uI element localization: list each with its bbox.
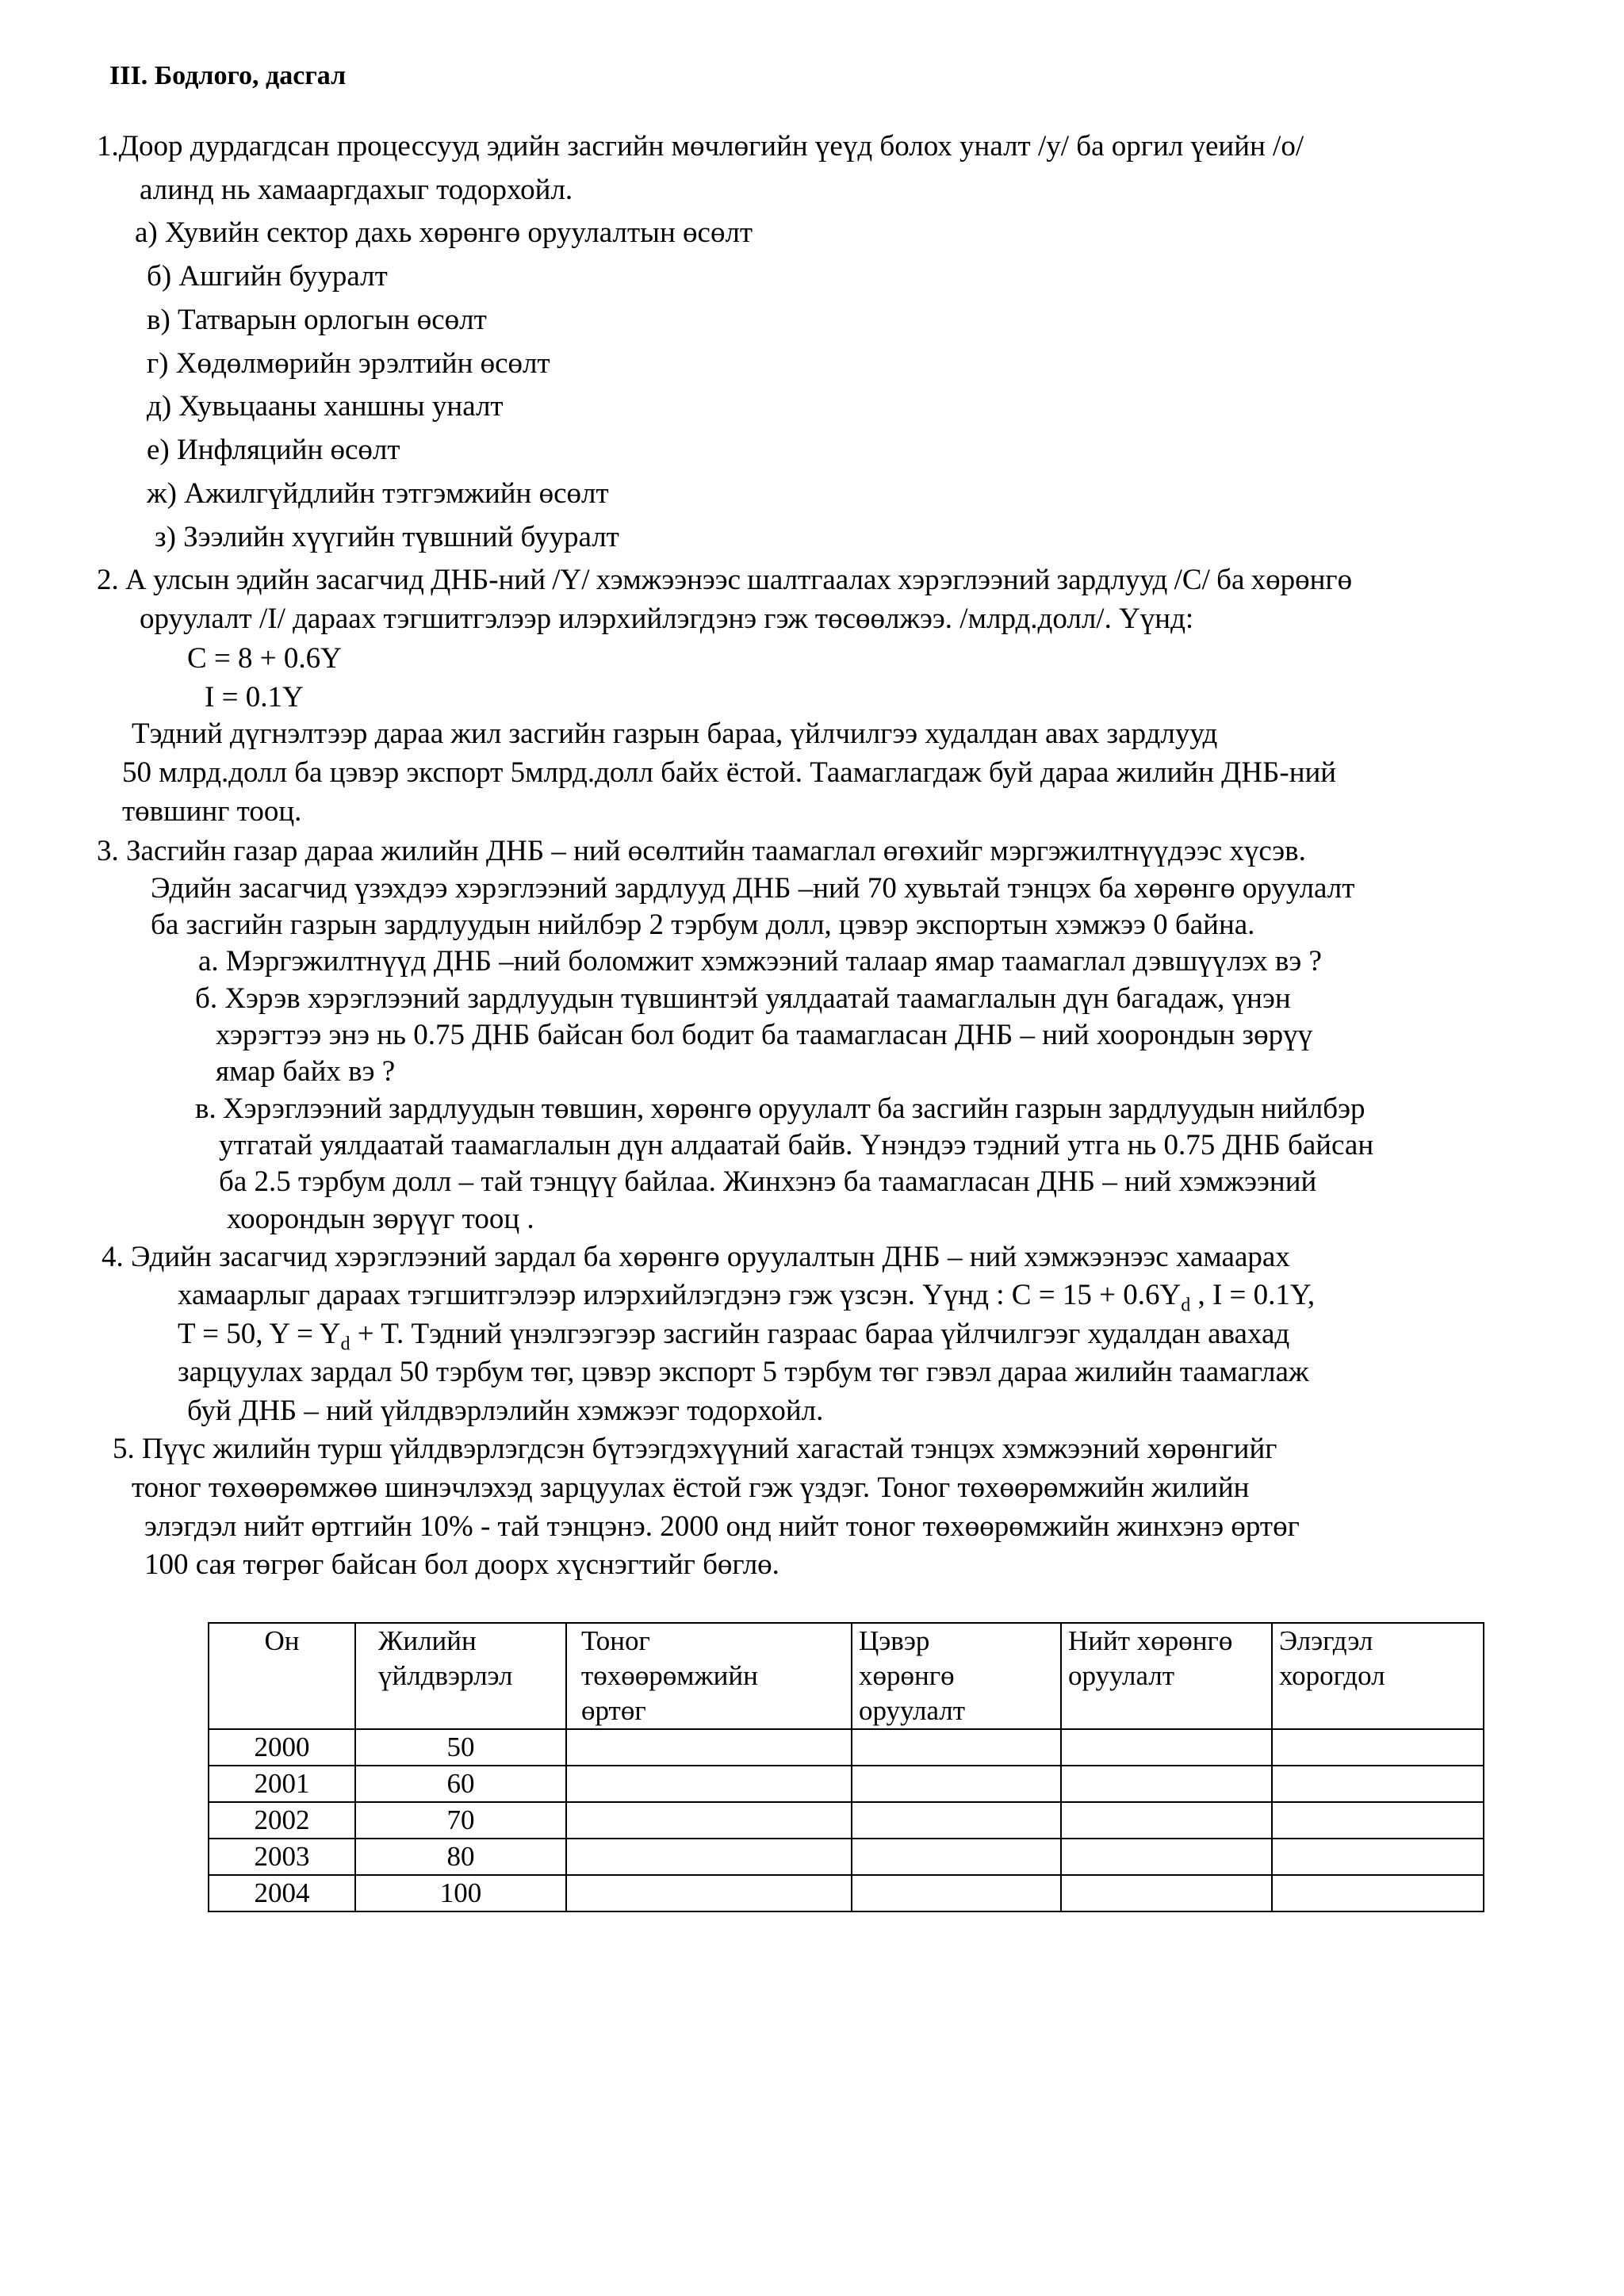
- header-net-investment: Цэвэр хөрөнгө оруулалт: [852, 1623, 1061, 1729]
- cell-equipment: [566, 1802, 852, 1839]
- q1-item-z: з) Зээлийн хүүгийн түвшний бууралт: [155, 521, 619, 553]
- cell-depreciation: [1272, 1839, 1484, 1875]
- cell-total-investment: [1061, 1875, 1272, 1911]
- cell-total-investment: [1061, 1802, 1272, 1839]
- q3-part-a: а. Мэргэжилтнүүд ДНБ –ний боломжит хэмжээний талаар ямар таамаглал дэвшүүлэх вэ ?: [198, 945, 1322, 978]
- q3-line-2: Эдийн засагчид үзэхдээ хэрэглээний зардлууд ДНБ –ний 70 хувьтай тэнцэх ба хөрөнгө оруулалт: [151, 872, 1355, 905]
- header-year: Он: [209, 1623, 355, 1729]
- q5-line-1: 5. Пүүс жилийн турш үйлдвэрлэгдсэн бүтээгдэхүүний хагастай тэнцэх хэмжээний хөрөнгийг: [113, 1433, 1277, 1465]
- q5-line-4: 100 сая төгрөг байсан бол доорх хүснэгтийг бөглө.: [144, 1548, 779, 1581]
- q1-item-v: в) Татварын орлогын өсөлт: [147, 304, 487, 336]
- cell-year: 2002: [209, 1802, 355, 1839]
- cell-year: 2001: [209, 1766, 355, 1802]
- cell-equipment: [566, 1839, 852, 1875]
- cell-net-investment: [852, 1802, 1061, 1839]
- q3-part-c-line-3: ба 2.5 тэрбум долл – тай тэнцүү байлаа. Жинхэнэ ба таамагласан ДНБ – ний хэмжээний: [219, 1165, 1317, 1198]
- header-annual-output: Жилийн үйлдвэрлэл: [355, 1623, 566, 1729]
- q3-part-c-line-1: в. Хэрэглээний зардлуудын төвшин, хөрөнгө оруулалт ба засгийн газрын зардлуудын нийлбэр: [195, 1093, 1365, 1125]
- q1-line-1: 1.Доор дурдагдсан процессууд эдийн засгийн мөчлөгийн үеүд болох уналт /у/ ба оргил үеийн /о/: [97, 130, 1304, 163]
- q3-part-c-line-4: хоорондын зөрүүг тооц .: [227, 1203, 534, 1235]
- table-row: [209, 1766, 1484, 1802]
- cell-equipment: [566, 1766, 852, 1802]
- header-depreciation: Элэгдэл хорогдол: [1272, 1623, 1484, 1729]
- cell-equipment: [566, 1729, 852, 1766]
- q1-item-e: е) Инфляцийн өсөлт: [147, 434, 400, 466]
- q5-line-3: элэгдэл нийт өртгийн 10% - тай тэнцэнэ. 2000 онд нийт тоног төхөөрөмжийн жинхэнэ өртөг: [144, 1510, 1300, 1543]
- q3-part-b-line-1: б. Хэрэв хэрэглээний зардлуудын түвшинтэй уялдаатай таамаглалын дүн багадаж, үнэн: [195, 982, 1291, 1015]
- q2-line-5: төвшинг тооц.: [122, 795, 302, 828]
- cell-output: 50: [355, 1729, 566, 1766]
- table-row: [209, 1729, 1484, 1766]
- q2-line-2: оруулалт /I/ дараах тэгшитгэлээр илэрхийлэгдэнэ гэж төсөөлжээ. /млрд.долл/. Үүнд:: [140, 603, 1194, 635]
- cell-net-investment: [852, 1729, 1061, 1766]
- q1-item-g: г) Хөдөлмөрийн эрэлтийн өсөлт: [147, 347, 550, 380]
- cell-output: 100: [355, 1875, 566, 1911]
- cell-output: 70: [355, 1802, 566, 1839]
- cell-year: 2000: [209, 1729, 355, 1766]
- q2-equation-i: I = 0.1Y: [205, 681, 304, 714]
- q1-item-zh: ж) Ажилгүйдлийн тэтгэмжийн өсөлт: [147, 477, 609, 510]
- q4-line-2: хамаарлыг дараах тэгшитгэлээр илэрхийлэгдэнэ гэж үзсэн. Үүнд : $C = 15 + 0.6Y_d$ , I = 0.1Y,: [178, 1279, 1316, 1316]
- q4-line-5: буй ДНБ – ний үйлдвэрлэлийн хэмжээг тодорхойл.: [187, 1395, 824, 1427]
- q3-part-c-line-2: утгатай уялдаатай таамаглалын дүн алдаатай байв. Үнэндээ тэдний утга нь 0.75 ДНБ байсан: [219, 1129, 1374, 1161]
- cell-total-investment: [1061, 1766, 1272, 1802]
- header-total-investment: Нийт хөрөнгө оруулалт: [1061, 1623, 1272, 1729]
- cell-net-investment: [852, 1875, 1061, 1911]
- q2-line-3: Тэдний дүгнэлтээр дараа жил засгийн газрын бараа, үйлчилгээ худалдан авах зардлууд: [132, 718, 1218, 750]
- q3-part-b-line-3: ямар байх вэ ?: [216, 1055, 396, 1088]
- cell-equipment: [566, 1875, 852, 1911]
- section-heading: III. Бодлого, дасгал: [109, 61, 347, 90]
- q1-line-2: алинд нь хамааргдахыг тодорхойл.: [140, 174, 573, 206]
- q2-line-1: 2. А улсын эдийн засагчид ДНБ-ний /Y/ хэмжээнээс шалтгаалах хэрэглээний зардлууд /C/ ба хөрөнгө: [97, 564, 1353, 596]
- q3-part-b-line-2: хэрэгтээ энэ нь 0.75 ДНБ байсан бол бодит ба таамагласан ДНБ – ний хоорондын зөрүү: [216, 1019, 1313, 1051]
- q2-equation-c: C = 8 + 0.6Y: [187, 642, 342, 675]
- cell-depreciation: [1272, 1766, 1484, 1802]
- table-row: [209, 1875, 1484, 1911]
- q4-line-3: T = 50, $Y = Y_d + T$. Тэдний үнэлгээгээр засгийн газраас бараа үйлчилгээг худалдан авахад: [178, 1318, 1290, 1355]
- cell-depreciation: [1272, 1729, 1484, 1766]
- q1-item-d: д) Хувьцааны ханшны уналт: [147, 390, 504, 423]
- cell-output: 80: [355, 1839, 566, 1875]
- cell-depreciation: [1272, 1802, 1484, 1839]
- q4-line-1: 4. Эдийн засагчид хэрэглээний зардал ба хөрөнгө оруулалтын ДНБ – ний хэмжээнээс хамаарах: [102, 1241, 1290, 1273]
- q5-line-2: тоног төхөөрөмжөө шинэчлэхэд зарцуулах ёстой гэж үздэг. Тоног төхөөрөмжийн жилийн: [132, 1471, 1250, 1504]
- cell-year: 2004: [209, 1875, 355, 1911]
- q3-line-1: 3. Засгийн газар дараа жилийн ДНБ – ний өсөлтийн таамаглал өгөхийг мэргэжилтнүүдээс хүсэв.: [97, 835, 1306, 867]
- cell-net-investment: [852, 1766, 1061, 1802]
- depreciation-table: [208, 1622, 1484, 1912]
- table-row: [209, 1839, 1484, 1875]
- cell-year: 2003: [209, 1839, 355, 1875]
- q1-item-b: б) Ашгийн бууралт: [147, 260, 388, 293]
- cell-total-investment: [1061, 1729, 1272, 1766]
- cell-depreciation: [1272, 1875, 1484, 1911]
- q3-line-3: ба засгийн газрын зардлуудын нийлбэр 2 тэрбум долл, цэвэр экспортын хэмжээ 0 байна.: [151, 909, 1255, 941]
- cell-output: 60: [355, 1766, 566, 1802]
- table-row: [209, 1802, 1484, 1839]
- cell-net-investment: [852, 1839, 1061, 1875]
- cell-total-investment: [1061, 1839, 1272, 1875]
- q1-item-a: а) Хувийн сектор дахь хөрөнгө оруулалтын өсөлт: [135, 216, 753, 249]
- q4-line-4: зарцуулах зардал 50 тэрбум төг, цэвэр экспорт 5 тэрбум төг гэвэл дараа жилийн таамаглаж: [178, 1356, 1309, 1388]
- table-header-row: [209, 1623, 1484, 1729]
- header-equipment-value: Тоног төхөөрөмжийн өртөг: [566, 1623, 852, 1729]
- q2-line-4: 50 млрд.долл ба цэвэр экспорт 5млрд.долл байх ёстой. Таамаглагдаж буй дараа жилийн ДНБ-ний: [122, 756, 1337, 789]
